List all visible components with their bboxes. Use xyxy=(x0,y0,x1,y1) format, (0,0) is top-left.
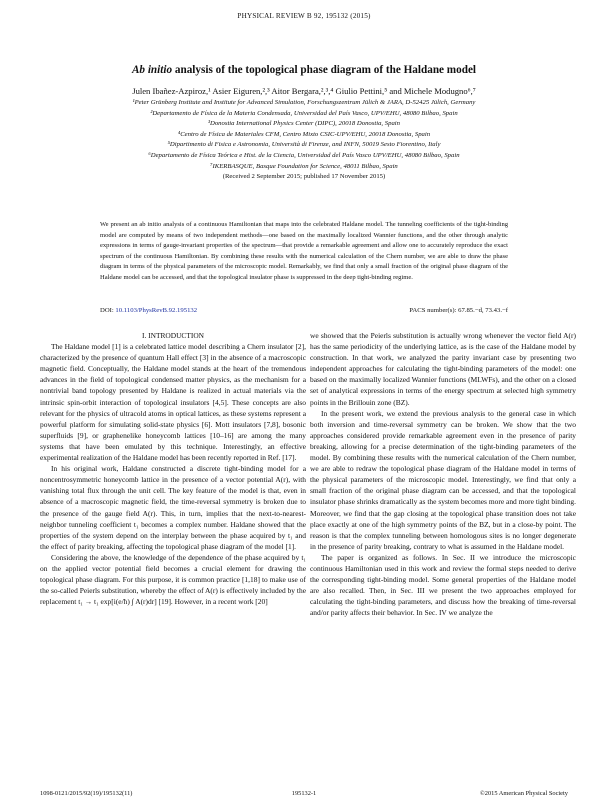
journal-header: PHYSICAL REVIEW B 92, 195132 (2015) xyxy=(237,12,371,20)
paper-title xyxy=(40,64,568,76)
left-column xyxy=(40,330,306,607)
footer-issn: 1098-0121/2015/92(19)/195132(11) xyxy=(40,790,133,797)
doi-label: DOI: xyxy=(100,307,114,314)
intro-paragraph: The paper is organized as follows. In Sec. II we introduce the microscopic continuous Hamiltonian used in this work and review the formal steps needed to derive the corresponding tight-binding model. Some general properties of the Haldane model are also recalled. Then, in Sec. III we present the two approaches employed for calculating the tight-binding parameters, and discuss how the breaking of time-reversal and/or parity affects their behavior. In Sec. IV we analyze the xyxy=(310,552,576,618)
affiliation-3: ³Donostia International Physics Center (DIPC), 20018 Donostia, Spain xyxy=(207,120,401,128)
intro-paragraph: we showed that the Peierls substitution is actually wrong whenever the vector field A(r) has the same periodicity of the underlying lattice, as is the case of the Haldane model by construction. In that work, we analyzed the parity invariant case by presenting two independent approaches for calculating the tight-binding parameters of the model: one based on the maximally localized Wannier functions (MLWFs), and the other on a closed set of analytical expressions in terms of the energy spectrum at selected high symmetry points in the Brillouin zone (BZ). xyxy=(310,331,576,407)
intro-paragraph: Considering the above, the knowledge of the dependence of the phase acquired by t₁ on the applied vector potential field becomes a crucial element for drawing the topological phase diagram. For this purpose, it is common practice [1,18] to make use of the so-called Peierls substitution, whereby the effect of A(r) is effectively included by the replacement t₁ → t₁ exp[i(e/ħ) ∫ A(r)dr] [19]. However, in a recent work [20] xyxy=(40,552,306,607)
abstract xyxy=(100,220,508,283)
affiliation-2: ²Departamento de Física de la Materia Condensada, Universidad del País Vasco, UPV/EHU, 48080 Bilbao, Spain xyxy=(150,109,458,117)
doi-line xyxy=(100,307,508,314)
page-footer xyxy=(40,790,568,797)
abstract-text: We present an ab initio analysis of a continuous Hamiltonian that maps into the celebrated Haldane model. The tunneling coefficients of the tight-binding model are computed by means of two independent methods—one based on the maximally localized Wannier functions, and the other through analytic expressions in terms of gauge-invariant properties of the spectrum—that provide a remarkable agreement and allow one to accurately reproduce the exact spectrum of the continuous Hamiltonian. By combining these results with the numerical calculation of the Chern number, we are able to draw the phase diagram in terms of the physical parameters of the microscopic model. Remarkably, we find that only a small fraction of the original phase diagram of the Haldane model can be accessed, and that the topological insulator phase is suppressed in the deep tight-binding regime. xyxy=(100,221,508,281)
affiliation-7: ⁷IKERBASQUE, Basque Foundation for Science, 48011 Bilbao, Spain xyxy=(210,162,398,170)
intro-paragraph: In his original work, Haldane constructed a discrete tight-binding model for a noncentrosymmetric honeycomb lattice in the presence of a vector potential A(r), with vanishing total flux through the unit cell. The key feature of the model is that, even in absence of a macroscopic magnetic field, the time-reversal symmetry is broken due to the presence of the gauge field A(r). This, in turn, implies that the next-to-nearest-neighbor tunneling coefficient t₁ becomes a complex number. Haldane showed that the properties of the system depend on the interplay between the phase acquired by t₁ and the effect of parity breaking, affecting the topological phase diagram of the model [1]. xyxy=(40,464,306,551)
pacs-numbers: PACS number(s): 67.85.−d, 73.43.−f xyxy=(409,307,508,314)
footer-copyright: ©2015 American Physical Society xyxy=(479,790,568,797)
intro-paragraph: The Haldane model [1] is a celebrated lattice model describing a Chern insulator [2], characterized by the presence of quantum Hall effect [3] in the absence of a macroscopic magnetic field. Conceptually, the Haldane model stands at the heart of the tremendous advances in the field of topological condensed matter physics, as the mechanism for a nontrivial band topology presented by Haldane is realized in actual materials via the intrinsic spin-orbit interaction of topological insulators [4,5]. These concepts are also relevant for the physics of ultracold atoms in optical lattices, as these systems represent a powerful platform for simulating solid-state physics [6]. Mott insulators [7,8], bosonic superfluids [9], or graphenelike honeycomb lattices [10–16] are among the many systems that have been emulated by this technique. Interestingly, an effective experimental realization of the Haldane model has been recently reported in Ref. [17]. xyxy=(40,342,306,463)
affiliation-5: ⁵Dipartimento di Fisica e Astronomia, Università di Firenze, and INFN, 50019 Sesto Fiorentino, Italy xyxy=(167,141,441,149)
section-title: I. INTRODUCTION xyxy=(142,331,204,340)
footer-page-number: 195132-1 xyxy=(291,790,317,797)
doi-link[interactable]: 10.1103/PhysRevB.92.195132 xyxy=(115,307,198,314)
author-list: Julen Ibañez-Azpiroz,¹ Asier Eiguren,²,³ Aitor Bergara,²,³,⁴ Giulio Pettini,⁵ and Michele Modugno⁶,⁷ xyxy=(132,86,476,96)
right-column xyxy=(310,330,576,618)
affiliations xyxy=(20,98,588,183)
title-italic: Ab initio xyxy=(131,64,173,76)
received-dates: (Received 2 September 2015; published 17 November 2015) xyxy=(222,173,386,181)
affiliation-6: ⁶Departamento de Física Teórica e Hist. de la Ciencia, Universidad del País Vasco UPV/EHU, 48080 Bilbao, Spain xyxy=(148,151,460,159)
affiliation-4: ⁴Centro de Física de Materiales CFM, Centro Mixto CSIC-UPV/EHU, 20018 Donostia, Spain xyxy=(177,130,431,138)
affiliation-1: ¹Peter Grünberg Institute and Institute for Advanced Simulation, Forschungszentrum Jülich & JARA, D-52425 Jülich, Germany xyxy=(132,99,476,106)
title-rest: analysis of the topological phase diagram of the Haldane model xyxy=(172,64,477,76)
intro-paragraph: In the present work, we extend the previous analysis to the general case in which both inversion and time-reversal symmetry can be broken. We show that the two approaches considered provide remarkable agreement even in the presence of parity breaking, allowing for a precise determination of the tight-binding parameters of the model. By combining these results with the numerical calculation of the Chern number, we are able to redraw the topological phase diagram of the Haldane model in terms of the physical parameters of the microscopic model. Interestingly, we find that only a small fraction of the original phase diagram can be accessed, and that the topological insulator phase shrinks dramatically as the system becomes more and more tight binding. Moreover, we find that the gap closing at the topological phase transition does not take place exactly at one of the high symmetry points of the BZ, but in a close-by point. The reason is that the complex tunneling between homologous sites is no longer degenerate in the presence of parity breaking, contrary to what is assumed in the Haldane model. xyxy=(310,408,576,551)
